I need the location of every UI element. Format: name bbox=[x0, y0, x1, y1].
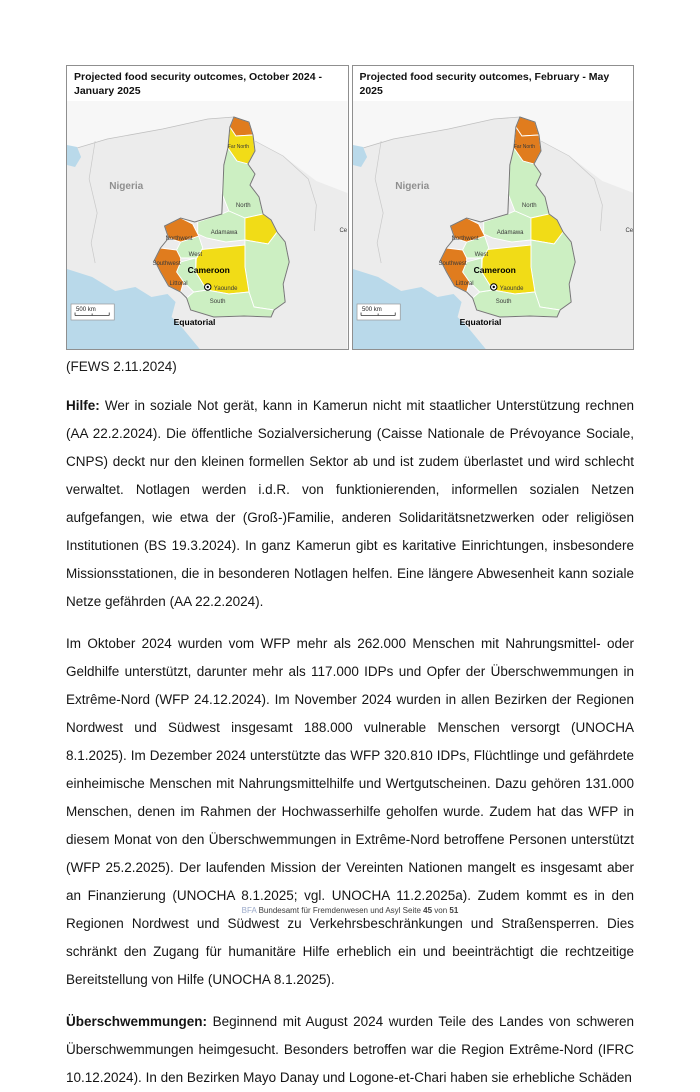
yaounde-marker-dot bbox=[492, 286, 494, 288]
footer-page-total: 51 bbox=[449, 906, 459, 915]
label-central-african-republic: Ce bbox=[624, 228, 633, 235]
label-cameroon: Cameroon bbox=[473, 265, 516, 276]
label-south: South bbox=[209, 299, 226, 306]
map-title: Projected food security outcomes, February - May 2025 bbox=[359, 71, 610, 97]
paragraph-ueberschwemmungen-text: Beginnend mit August 2024 wurden Teile des Landes von schweren Überschwemmungen heimgesucht. Besonders betroffen war die Region Extrême-Nord (IFRC 10.12.2024). In den Bezirken Mayo Danay und Logone-et-Chari haben sie erhebliche Schäden bbox=[66, 1014, 634, 1086]
label-west: West bbox=[474, 252, 488, 259]
yaounde-marker-dot bbox=[207, 286, 209, 288]
label-southwest: Southwest bbox=[152, 261, 181, 268]
maps-source-caption: (FEWS 2.11.2024) bbox=[66, 359, 177, 375]
food-security-map bbox=[67, 101, 348, 349]
label-central-african-republic: Ce bbox=[339, 228, 348, 235]
footer-of-label: von bbox=[434, 906, 448, 915]
label-littoral: Littoral bbox=[455, 281, 474, 288]
paragraph-ueberschwemmungen bbox=[66, 1008, 634, 1092]
label-equatorial-guinea: Equatorial bbox=[459, 317, 501, 328]
label-west: West bbox=[188, 252, 203, 259]
region-east bbox=[245, 232, 289, 310]
map-title: Projected food security outcomes, October 2024 - January 2025 bbox=[74, 71, 322, 97]
scale-bar-label: 500 km bbox=[76, 307, 96, 314]
label-southwest: Southwest bbox=[437, 261, 467, 268]
label-equatorial-guinea: Equatorial bbox=[173, 317, 216, 328]
page-footer bbox=[0, 906, 700, 915]
label-northwest: Northwest bbox=[165, 236, 193, 243]
map-panel bbox=[352, 65, 635, 350]
footer-page-label: Seite bbox=[402, 906, 421, 915]
footer-org-abbr: BFA bbox=[241, 906, 257, 915]
footer-page-number: 45 bbox=[423, 906, 433, 915]
label-south: South bbox=[495, 299, 511, 306]
map-canvas bbox=[353, 101, 634, 349]
paragraph-hilfe bbox=[66, 392, 634, 616]
label-adamawa: Adamawa bbox=[496, 230, 524, 237]
label-littoral: Littoral bbox=[169, 281, 188, 288]
label-north: North bbox=[521, 203, 537, 210]
footer-org-name: Bundesamt für Fremdenwesen und Asyl bbox=[258, 906, 401, 915]
paragraph-wfp-hilfe bbox=[66, 630, 634, 994]
label-adamawa: Adamawa bbox=[210, 230, 238, 237]
paragraph-hilfe-lead: Hilfe: bbox=[66, 398, 100, 414]
label-cameroon: Cameroon bbox=[187, 265, 230, 276]
scale-bar bbox=[357, 304, 400, 320]
map-panel bbox=[66, 65, 349, 350]
map-canvas bbox=[67, 101, 348, 349]
region-east bbox=[530, 232, 574, 310]
maps-row bbox=[66, 65, 634, 350]
label-far-north: Far North bbox=[227, 144, 250, 151]
paragraph-ueberschwemmungen-lead: Überschwemmungen: bbox=[66, 1014, 208, 1030]
label-yaounde: Yaounde bbox=[213, 286, 238, 293]
paragraph-hilfe-text: Wer in soziale Not gerät, kann in Kamerun nicht mit staatlicher Unterstützung rechnen (AA 22.2.2024). Die öffentliche Sozialversicherung (Caisse Nationale de Prévoyance Sociale, CNPS) deckt nur den kleinen formellen Sektor ab und ist zudem überlastet und wird schlecht verwaltet. Notlagen werden i.d.R. von funktionierenden, informellen sozialen Netzen aufgefangen, wie etwa der (Groß-)Familie, anderen Solidaritätsnetzwerken oder religiösen Institutionen (BS 19.3.2024). In ganz Kamerun gibt es karitative Einrichtungen, insbesondere Missionsstationen, die in besonderen Notlagen helfen. Eine längere Abwesenheit kann soziale Netze gefährden (AA 22.2.2024). bbox=[66, 398, 634, 610]
scale-bar bbox=[71, 304, 114, 320]
label-far-north: Far North bbox=[513, 144, 535, 151]
label-nigeria: Nigeria bbox=[109, 181, 144, 193]
label-north: North bbox=[235, 203, 251, 210]
scale-bar-label: 500 km bbox=[361, 307, 382, 314]
food-security-map bbox=[353, 101, 634, 349]
paragraph-wfp-text: Im Oktober 2024 wurden vom WFP mehr als 262.000 Menschen mit Nahrungsmittel- oder Geldhilfe unterstützt, darunter mehr als 117.000 IDPs und Opfer der Überschwemmungen in Extrême-Nord (WFP 24.12.2024). Im November 2024 wurden in allen Bezirken der Regionen Nordwest und Südwest insgesamt 188.000 vulnerable Menschen versorgt (UNOCHA 8.1.2025). Im Dezember 2024 unterstützte das WFP 320.810 IDPs, Flüchtlinge und gefährdete einheimische Menschen mit Nahrungsmittelhilfe und Wertgutscheinen. Dazu gehören 131.000 Menschen, denen im Rahmen der Hochwasserhilfe geholfen wurde. Zudem hat das WFP in diesem Monat von den Überschwemmungen in Extrême-Nord betroffene Personen unterstützt (WFP 25.2.2025). Der laufenden Mission der Vereinten Nationen mangelt es insgesamt aber an Finanzierung (UNOCHA 8.1.2025; vgl. UNOCHA 11.2.2025a). Zudem kommt es in den Regionen Nordwest und Südwest zu Verkehrsbeschränkungen und Straßensperren. Dies schränkt den Zugang für humanitäre Hilfe erheblich ein und beeinträchtigt die rechtzeitige Bereitstellung von Hilfe (UNOCHA 8.1.2025). bbox=[66, 636, 634, 988]
label-northwest: Northwest bbox=[451, 236, 479, 243]
label-yaounde: Yaounde bbox=[499, 286, 523, 293]
label-nigeria: Nigeria bbox=[394, 181, 429, 193]
